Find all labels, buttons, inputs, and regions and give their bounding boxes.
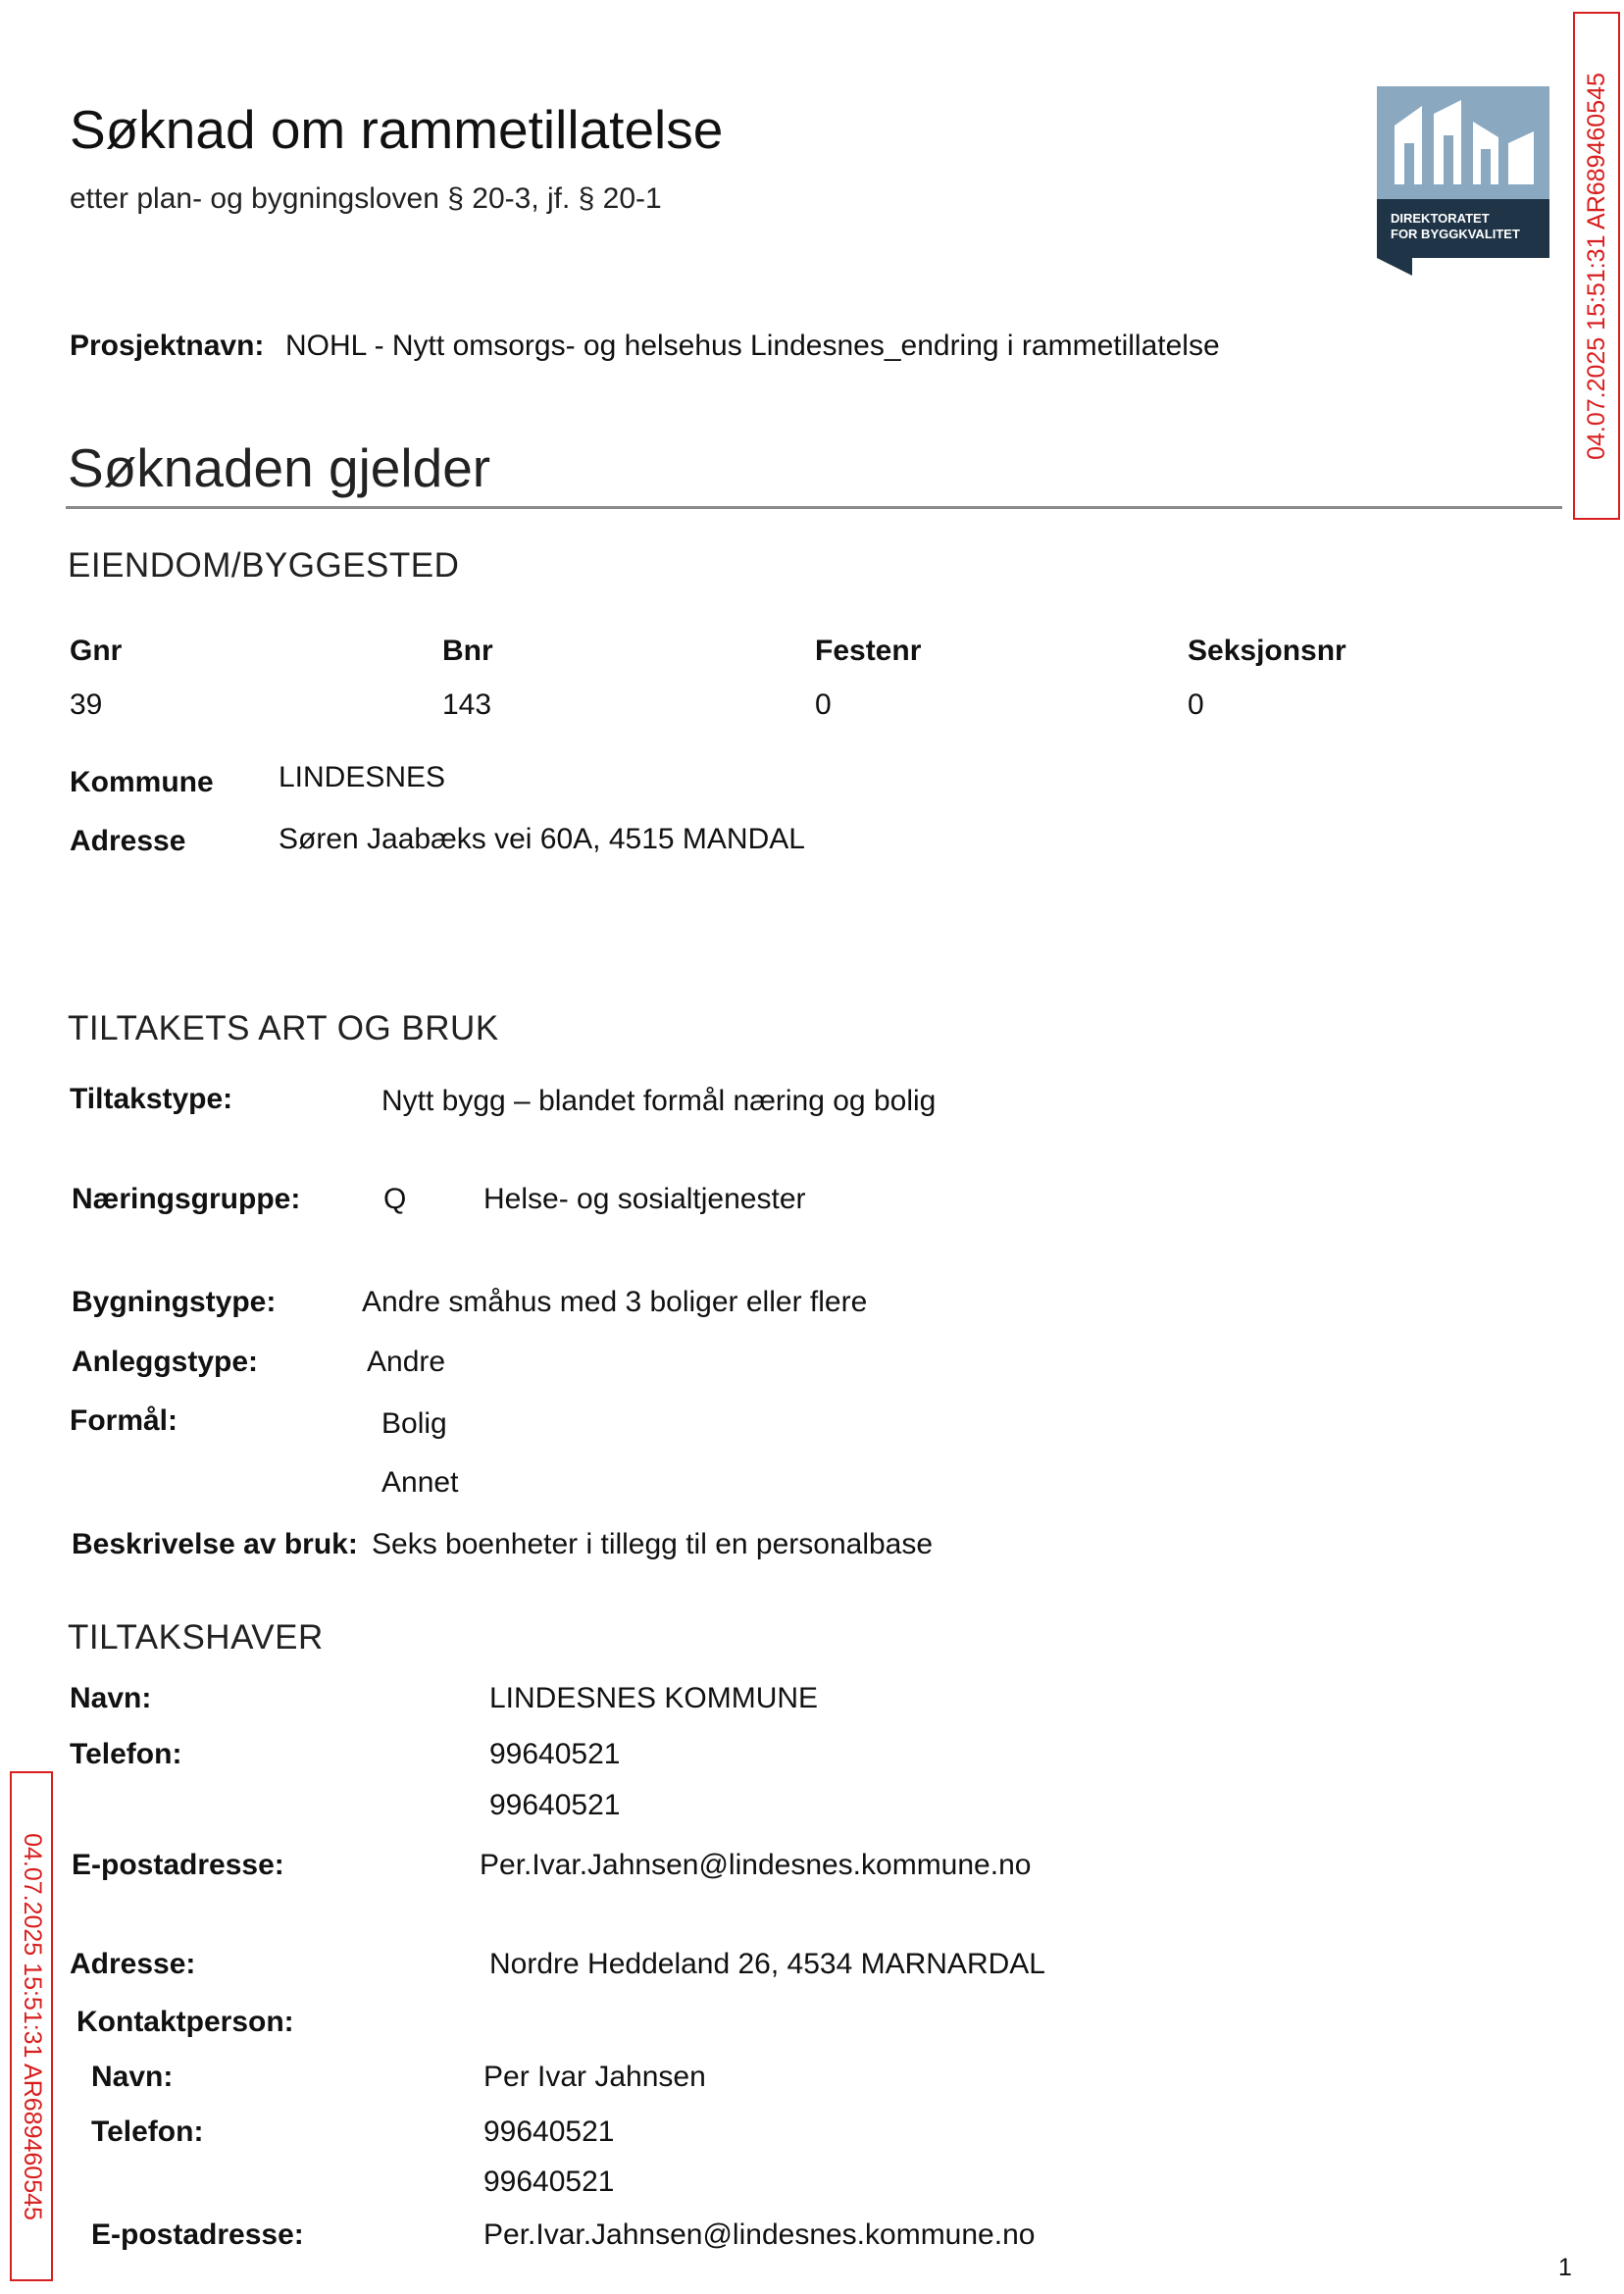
naeringsgruppe-code: Q: [383, 1183, 407, 1215]
festenr-value: 0: [815, 688, 832, 721]
tiltakstype-value: Nytt bygg – blandet formål næring og bolig: [381, 1085, 937, 1117]
festenr-label: Festenr: [815, 635, 922, 667]
kontaktperson-label: Kontaktperson:: [76, 2006, 294, 2038]
project-label: Prosjektnavn:: [70, 330, 265, 362]
kontakt-telefon-1: 99640521: [483, 2116, 615, 2148]
kontakt-telefon-2: 99640521: [483, 2166, 615, 2198]
tiltakshaver-telefon-1: 99640521: [489, 1738, 621, 1770]
adresse-label: Adresse: [70, 825, 186, 857]
seksjonsnr-value: 0: [1188, 688, 1204, 721]
kontakt-telefon-label: Telefon:: [91, 2116, 204, 2148]
tiltakshaver-adresse-label: Adresse:: [70, 1948, 196, 1980]
tiltakshaver-telefon-2: 99640521: [489, 1789, 621, 1821]
anleggstype-value: Andre: [367, 1346, 446, 1378]
tiltak-heading: TILTAKETS ART OG BRUK: [68, 1009, 499, 1047]
logo-line-2: FOR BYGGKVALITET: [1391, 227, 1520, 241]
anleggstype-label: Anleggstype:: [72, 1346, 259, 1378]
date-stamp-left: [10, 1771, 53, 2281]
stamp-text: 04.07.2025 15:51:31 AR689460545: [1582, 72, 1610, 460]
kontakt-epost-value: Per.Ivar.Jahnsen@lindesnes.kommune.no: [483, 2218, 1036, 2251]
formaal-label: Formål:: [70, 1404, 178, 1437]
kontakt-navn-value: Per Ivar Jahnsen: [483, 2061, 706, 2093]
beskrivelse-label: Beskrivelse av bruk:: [72, 1528, 358, 1560]
logo-line-1: DIREKTORATET: [1391, 211, 1490, 226]
page-number: 1: [1558, 2254, 1572, 2281]
formaal-value-2: Annet: [381, 1466, 459, 1499]
stamp-text-left: 04.07.2025 15:51:31 AR689460545: [18, 1832, 46, 2220]
beskrivelse-value: Seks boenheter i tillegg til en personalbase: [372, 1528, 934, 1560]
bnr-label: Bnr: [442, 635, 493, 667]
document-subtitle: etter plan- og bygningsloven § 20-3, jf. § 20-1: [70, 182, 662, 215]
naeringsgruppe-value: Helse- og sosialtjenester: [483, 1183, 806, 1215]
bygningstype-label: Bygningstype:: [72, 1286, 277, 1318]
section-title: Søknaden gjelder: [68, 437, 491, 498]
adresse-value: Søren Jaabæks vei 60A, 4515 MANDAL: [279, 823, 805, 855]
bygningstype-value: Andre småhus med 3 boliger eller flere: [362, 1286, 868, 1318]
tiltakshaver-epost-value: Per.Ivar.Jahnsen@lindesnes.kommune.no: [480, 1849, 1032, 1881]
tiltakshaver-epost-label: E-postadresse:: [72, 1849, 284, 1881]
kontakt-epost-label: E-postadresse:: [91, 2218, 304, 2251]
eiendom-heading: EIENDOM/BYGGESTED: [68, 546, 460, 585]
tiltakshaver-navn-value: LINDESNES KOMMUNE: [489, 1682, 819, 1714]
kontakt-navn-label: Navn:: [91, 2061, 174, 2093]
bnr-value: 143: [442, 688, 492, 721]
naeringsgruppe-label: Næringsgruppe:: [72, 1183, 301, 1215]
formaal-value-1: Bolig: [381, 1407, 447, 1440]
date-stamp-right: [1573, 12, 1620, 520]
tiltakstype-label: Tiltakstype:: [70, 1083, 233, 1115]
section-divider: [66, 506, 1562, 509]
tiltakshaver-adresse-value: Nordre Heddeland 26, 4534 MARNARDAL: [489, 1948, 1045, 1980]
gnr-label: Gnr: [70, 635, 123, 667]
project-name: NOHL - Nytt omsorgs- og helsehus Lindesnes_endring i rammetillatelse: [285, 330, 1220, 362]
dibk-logo: [1377, 86, 1549, 276]
seksjonsnr-label: Seksjonsnr: [1188, 635, 1346, 667]
document-title: Søknad om rammetillatelse: [70, 99, 724, 160]
kommune-label: Kommune: [70, 766, 214, 798]
tiltakshaver-telefon-label: Telefon:: [70, 1738, 182, 1770]
tiltakshaver-heading: TILTAKSHAVER: [68, 1618, 324, 1657]
kommune-value: LINDESNES: [279, 761, 446, 793]
tiltakshaver-navn-label: Navn:: [70, 1682, 152, 1714]
gnr-value: 39: [70, 688, 103, 721]
